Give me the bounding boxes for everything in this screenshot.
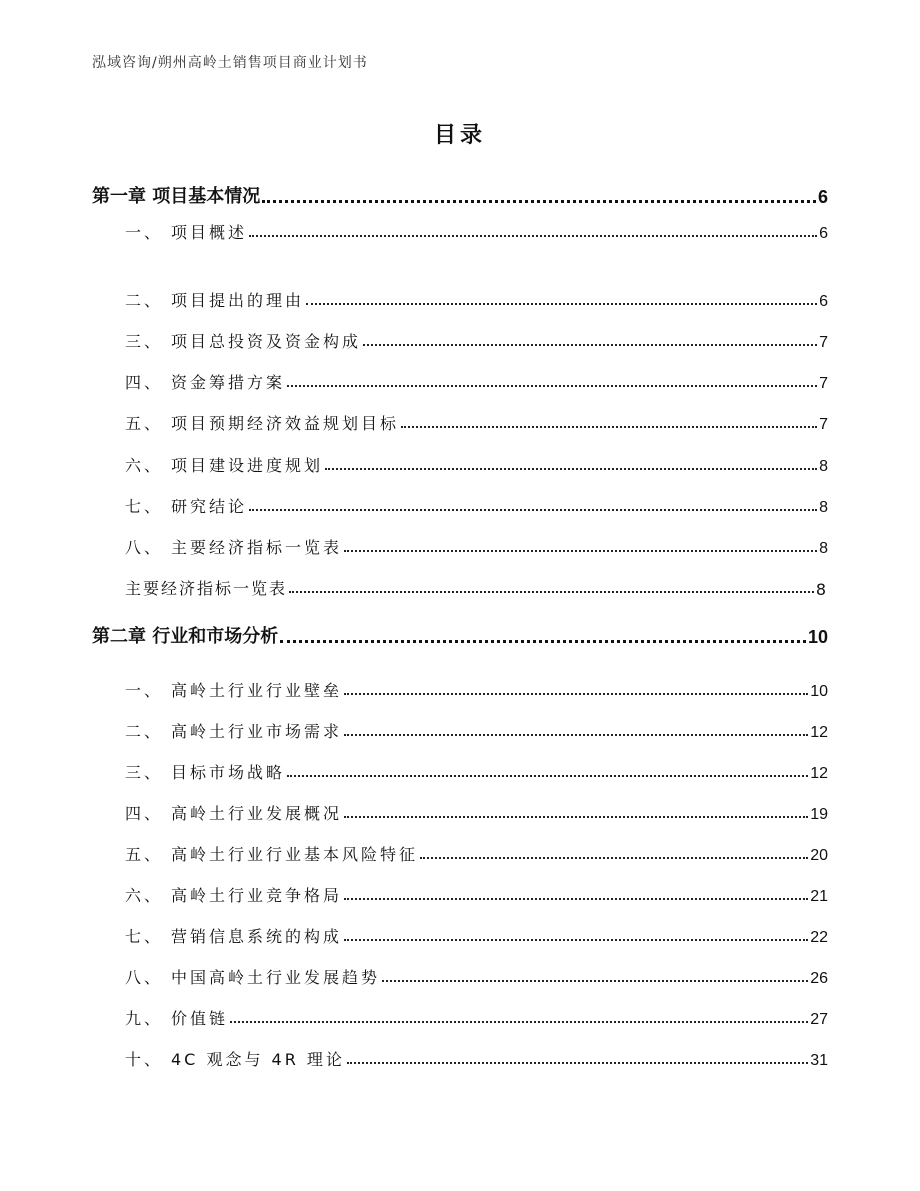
dot-leader <box>325 468 817 470</box>
dot-leader <box>344 550 817 552</box>
toc-entry[interactable] <box>125 962 828 988</box>
page-number: 26 <box>810 970 828 987</box>
entry-label <box>125 535 342 558</box>
toc-entry[interactable] <box>125 217 828 243</box>
entry-label <box>125 494 247 517</box>
entry-number: 七、 <box>125 927 164 946</box>
entry-text: 研究结论 <box>171 497 248 516</box>
toc-entry[interactable] <box>125 839 828 865</box>
page-number: 27 <box>810 1011 828 1028</box>
toc-entry[interactable] <box>125 1003 828 1029</box>
page-number: 20 <box>810 847 828 864</box>
toc-entry[interactable] <box>125 716 828 742</box>
entry-label <box>125 760 285 783</box>
chapter-title: 第二章 行业和市场分析 <box>92 626 279 647</box>
page-number: 12 <box>810 765 828 782</box>
page-number: 10 <box>810 683 828 700</box>
entry-label <box>125 1047 345 1070</box>
toc-entry[interactable] <box>125 326 828 352</box>
toc-entry[interactable] <box>125 532 828 558</box>
dot-leader <box>344 898 808 900</box>
entry-number: 六、 <box>125 456 164 475</box>
dot-leader <box>347 1062 808 1064</box>
entry-number: 八、 <box>125 538 164 557</box>
page-number: 22 <box>810 929 828 946</box>
entry-label <box>125 288 304 311</box>
toc-entry[interactable] <box>125 367 828 393</box>
entry-label <box>125 220 247 243</box>
entry-number: 五、 <box>125 414 164 433</box>
dot-leader <box>289 591 814 593</box>
dot-leader <box>249 235 817 237</box>
toc-entry[interactable] <box>125 408 828 434</box>
entry-text: 项目概述 <box>171 223 248 242</box>
entry-label <box>125 965 380 988</box>
entry-number: 三、 <box>125 332 164 351</box>
page-number: 8 <box>819 540 828 557</box>
toc-entry[interactable] <box>125 798 828 824</box>
entry-text: 项目建设进度规划 <box>171 456 324 475</box>
page-number: 19 <box>810 806 828 823</box>
entry-label <box>125 883 342 906</box>
entry-text: 项目预期经济效益规划目标 <box>171 414 400 433</box>
dot-leader <box>344 693 808 695</box>
entry-number: 十、 <box>125 1050 164 1069</box>
page-number: 7 <box>819 416 828 433</box>
entry-number: 九、 <box>125 1009 164 1028</box>
entry-text: 高岭土行业市场需求 <box>171 722 343 741</box>
page-number: 8 <box>819 499 828 516</box>
toc-entry[interactable] <box>125 573 828 599</box>
entry-text: 项目提出的理由 <box>171 291 305 310</box>
entry-label <box>125 329 361 352</box>
entry-text: 高岭土行业竞争格局 <box>171 886 343 905</box>
dot-leader <box>230 1021 808 1023</box>
toc-entry[interactable] <box>125 757 828 783</box>
dot-leader <box>249 509 817 511</box>
entry-text: 目标市场战略 <box>171 763 286 782</box>
entry-label <box>125 801 342 824</box>
toc-entry[interactable] <box>125 880 828 906</box>
entry-number: 四、 <box>125 373 164 392</box>
entry-text: 主要经济指标一览表 <box>125 579 288 598</box>
entry-number: 六、 <box>125 886 164 905</box>
entry-label <box>125 411 399 434</box>
entry-text: 资金筹措方案 <box>171 373 286 392</box>
entry-label <box>125 842 418 865</box>
page-number: 8 <box>815 580 828 599</box>
entry-text: 营销信息系统的构成 <box>171 927 343 946</box>
toc-entry[interactable] <box>125 450 828 476</box>
dot-leader <box>420 857 808 859</box>
dot-leader <box>287 775 808 777</box>
page-number: 8 <box>819 458 828 475</box>
chapter-title: 第一章 项目基本情况 <box>92 186 261 207</box>
entry-text: 中国高岭土行业发展趋势 <box>171 968 381 987</box>
page-number: 6 <box>819 225 828 242</box>
toc-entry[interactable] <box>125 491 828 517</box>
toc-chapter-1[interactable] <box>92 182 828 208</box>
page-number: 10 <box>807 627 828 647</box>
entry-number: 二、 <box>125 291 164 310</box>
page-number: 12 <box>810 724 828 741</box>
entry-label <box>125 924 342 947</box>
entry-text: 高岭土行业行业壁垒 <box>171 681 343 700</box>
entry-number: 七、 <box>125 497 164 516</box>
dot-leader <box>382 980 808 982</box>
dot-leader <box>363 344 817 346</box>
entry-number: 一、 <box>125 223 164 242</box>
toc-entry[interactable] <box>125 675 828 701</box>
page-number: 21 <box>810 888 828 905</box>
dot-leader <box>344 939 808 941</box>
toc-entry[interactable] <box>125 285 828 311</box>
entry-number: 一、 <box>125 681 164 700</box>
entry-number: 三、 <box>125 763 164 782</box>
dot-leader <box>262 200 816 203</box>
entry-label <box>125 453 323 476</box>
entry-number: 二、 <box>125 722 164 741</box>
entry-label <box>125 370 285 393</box>
entry-number: 四、 <box>125 804 164 823</box>
entry-label <box>125 719 342 742</box>
dot-leader <box>401 426 817 428</box>
dot-leader <box>344 734 808 736</box>
entry-text: 高岭土行业发展概况 <box>171 804 343 823</box>
dot-leader <box>287 385 817 387</box>
entry-text: 价值链 <box>171 1009 229 1028</box>
entry-text: 高岭土行业行业基本风险特征 <box>171 845 419 864</box>
entry-label <box>125 678 342 701</box>
entry-label <box>125 1006 228 1029</box>
dot-leader <box>280 640 806 643</box>
page-number: 6 <box>817 187 828 207</box>
page-number: 31 <box>810 1052 828 1069</box>
page-number: 7 <box>819 375 828 392</box>
dot-leader <box>344 816 808 818</box>
entry-text: 4C 观念与 4R 理论 <box>171 1050 345 1069</box>
entry-number: 五、 <box>125 845 164 864</box>
entry-number: 八、 <box>125 968 164 987</box>
toc-entry[interactable] <box>125 1044 828 1070</box>
entry-text: 主要经济指标一览表 <box>171 538 343 557</box>
toc-chapter-2[interactable] <box>92 622 828 648</box>
dot-leader <box>306 303 817 305</box>
entry-text: 项目总投资及资金构成 <box>171 332 362 351</box>
page-number: 7 <box>819 334 828 351</box>
toc-entry[interactable] <box>125 921 828 947</box>
toc-title: 目录 <box>433 123 486 148</box>
running-header: 泓域咨询/朔州高岭土销售项目商业计划书 <box>92 55 368 71</box>
page-number: 6 <box>819 293 828 310</box>
